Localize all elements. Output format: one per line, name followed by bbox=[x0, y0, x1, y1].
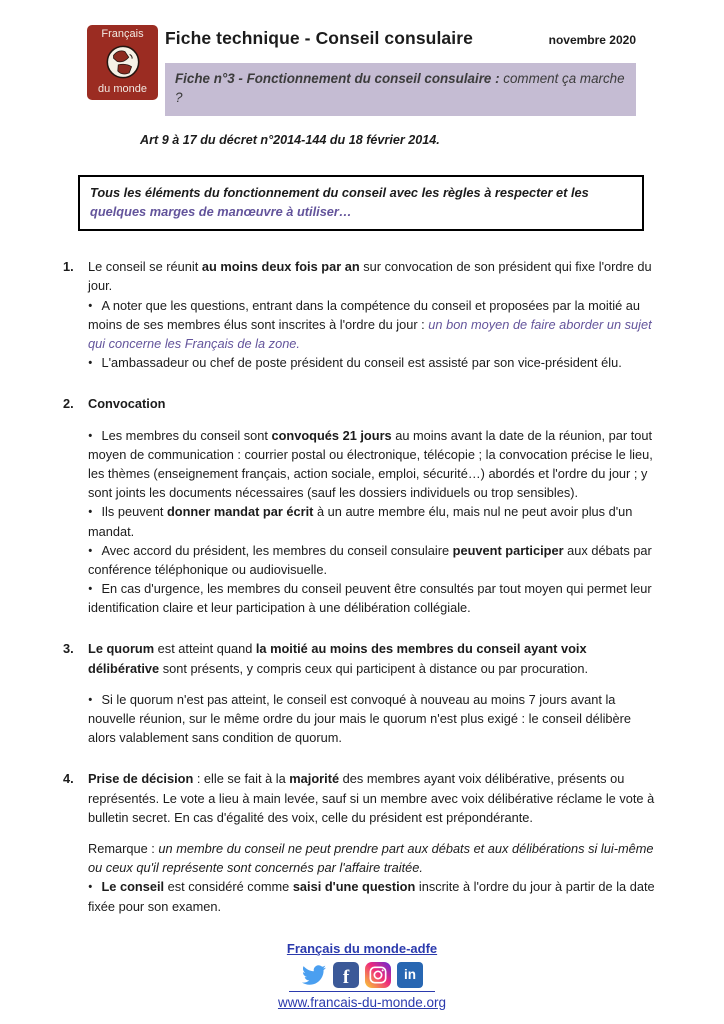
text-run: est considéré comme bbox=[164, 879, 293, 895]
website-link[interactable]: www.francais-du-monde.org bbox=[277, 995, 447, 1010]
bullet-marker-icon: • bbox=[88, 428, 93, 442]
item-number: 4. bbox=[63, 771, 74, 787]
item-number: 2. bbox=[63, 396, 74, 412]
text-run: Le quorum bbox=[88, 641, 155, 657]
text-run: majorité bbox=[289, 771, 340, 787]
text-run: un membre du conseil ne peut prendre part aux débats et aux délibérations si lui-même ou ceux qu'il représente sont concernés par l'affaire traitée. bbox=[88, 840, 654, 876]
decree-reference: Art 9 à 17 du décret n°2014-144 du 18 février 2014. bbox=[140, 132, 440, 147]
item-lead bbox=[88, 257, 658, 295]
text-run: Ils peuvent bbox=[101, 504, 167, 520]
bullet-marker-icon: • bbox=[88, 505, 93, 519]
text-run: Fiche n°3 - Fonctionnement du conseil consulaire : bbox=[175, 71, 504, 86]
text-run: aux débats par conférence téléphonique ou audiovisuelle. bbox=[88, 542, 652, 577]
text-run: comment ça marche ? bbox=[175, 71, 625, 106]
text-run: Avec accord du président, les membres du conseil consulaire bbox=[101, 542, 453, 558]
footer bbox=[0, 940, 724, 1012]
numbered-list bbox=[63, 257, 658, 915]
list-item bbox=[63, 639, 658, 747]
bullet-marker-icon: • bbox=[88, 692, 93, 707]
item-number: 1. bbox=[63, 259, 74, 275]
text-run: Le conseil bbox=[101, 879, 165, 895]
text-run: inscrite à l'ordre du jour à partir de la date fixée pour son examen. bbox=[88, 879, 655, 914]
item-lead bbox=[88, 769, 658, 827]
text-run: Remarque : bbox=[88, 840, 159, 856]
logo-text-top: Français bbox=[101, 28, 144, 40]
text-run: sur convocation de son président qui fixe l'ordre du jour. bbox=[88, 259, 652, 294]
bullet-marker-icon: • bbox=[88, 355, 93, 370]
intro-box bbox=[78, 175, 644, 231]
text-run: à un autre membre élu, mais nul ne peut avoir plus d'un mandat. bbox=[88, 504, 633, 539]
item-paragraph bbox=[88, 839, 658, 877]
footer-divider bbox=[289, 991, 435, 992]
social-row bbox=[0, 962, 724, 988]
bullet-paragraph bbox=[88, 296, 658, 354]
text-run: la moitié au moins des membres du conseil ayant voix délibérative bbox=[88, 641, 587, 676]
bullet-marker-icon: • bbox=[88, 581, 93, 596]
text-run: Si le quorum n'est pas atteint, le conseil est convoqué à nouveau au moins 7 jours avant la nouvelle réunion, sur le même ordre du jour mais le quorum n'est plus exigé : le conseil délibère alors valablement sans condition de quorum. bbox=[88, 691, 632, 746]
bullet-marker-icon: • bbox=[88, 880, 93, 894]
issue-date: novembre 2020 bbox=[548, 33, 636, 47]
bullet-paragraph bbox=[88, 579, 658, 617]
bullet-paragraph bbox=[88, 877, 658, 915]
bullet-paragraph bbox=[88, 353, 658, 372]
list-item bbox=[63, 394, 658, 617]
text-run: Convocation bbox=[88, 396, 166, 412]
bullet-paragraph bbox=[88, 690, 658, 748]
bullet-paragraph bbox=[88, 502, 658, 540]
instagram-icon[interactable] bbox=[365, 962, 391, 988]
list-item bbox=[63, 769, 658, 915]
text-run: A noter que les questions, entrant dans la compétence du conseil et proposées par la moitié au moins de ses membres élus sont inscrites à l'ordre du jour : bbox=[88, 297, 641, 332]
bullet-marker-icon: • bbox=[88, 543, 93, 557]
item-number: 3. bbox=[63, 641, 74, 657]
item-lead bbox=[88, 639, 658, 677]
list-item bbox=[63, 257, 658, 372]
text-run: est atteint quand bbox=[154, 641, 256, 657]
logo-text-bottom: du monde bbox=[98, 83, 147, 95]
text-run: donner mandat par écrit bbox=[166, 504, 314, 520]
bullet-paragraph bbox=[88, 426, 658, 503]
text-run: au moins avant la date de la réunion, par tout moyen de communication : courrier postal ou électronique, télécopie ; la convocation précise le lieu, les thèmes (enseignement français, action sociale, emploi, sécurité…) abordés et l'ordre du jour ; y sont joints les documents nécessaires (sauf les dossiers individuels ou trop sensibles). bbox=[88, 427, 653, 501]
francais-du-monde-logo bbox=[87, 25, 158, 100]
text-run: convoqués 21 jours bbox=[271, 427, 392, 443]
community-link[interactable]: Français du monde-adfe bbox=[286, 941, 438, 956]
text-run: sont présents, y compris ceux qui participent à distance ou par procuration. bbox=[159, 660, 589, 676]
fiche-banner bbox=[165, 63, 636, 116]
facebook-icon[interactable]: f bbox=[333, 962, 359, 988]
text-run: En cas d'urgence, les membres du conseil peuvent être consultés par tout moyen qui permet leur identification claire et leur participation à une délibération collégiale. bbox=[88, 581, 652, 616]
page-title: Fiche technique - Conseil consulaire bbox=[165, 28, 473, 48]
text-run: des membres ayant voix délibérative, présents ou représentés. Le vote a lieu à main levée, sauf si un membre avec voix délibérative réclame le vote à bulletin secret. En cas d'égalité des voix, celle du président est prépondérante. bbox=[88, 771, 655, 825]
bullet-marker-icon: • bbox=[88, 298, 93, 312]
text-run: peuvent participer bbox=[452, 542, 564, 558]
text-run: quelques marges de manœuvre à utiliser… bbox=[90, 204, 352, 220]
text-run: Les membres du conseil sont bbox=[101, 427, 272, 443]
text-run: Le conseil se réunit bbox=[88, 259, 202, 275]
bullet-paragraph bbox=[88, 541, 658, 579]
text-run: : elle se fait à la bbox=[193, 771, 290, 787]
text-run: saisi d'une question bbox=[292, 879, 416, 895]
twitter-icon[interactable] bbox=[301, 962, 327, 988]
text-run: un bon moyen de faire aborder un sujet qui concerne les Français de la zone. bbox=[88, 316, 652, 351]
header bbox=[0, 0, 724, 116]
text-run: au moins deux fois par an bbox=[201, 259, 360, 275]
item-lead bbox=[88, 394, 658, 413]
linkedin-icon[interactable]: in bbox=[397, 962, 423, 988]
globe-icon bbox=[104, 43, 142, 81]
text-run: L'ambassadeur ou chef de poste président du conseil est assisté par son vice-président élu. bbox=[101, 355, 622, 371]
text-run: Tous les éléments du fonctionnement du conseil avec les règles à respecter et les bbox=[90, 184, 589, 200]
text-run: Prise de décision bbox=[88, 771, 194, 787]
